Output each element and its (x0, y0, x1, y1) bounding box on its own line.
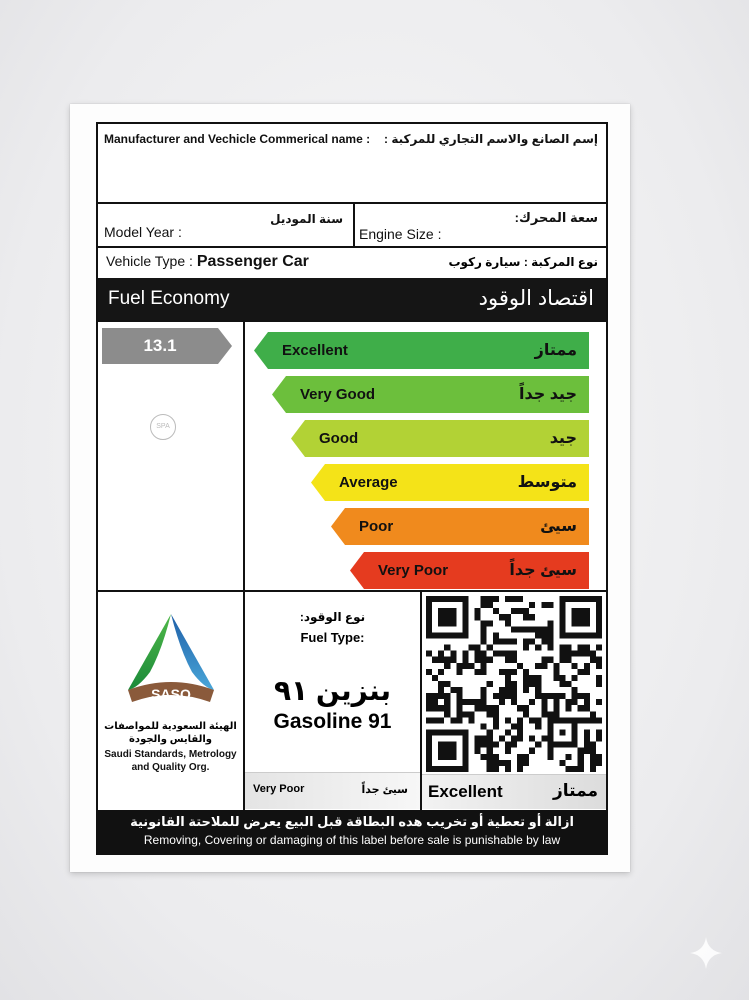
scale-bar-label-en: Very Good (300, 386, 376, 403)
scale-bar (272, 376, 589, 413)
vehicle-type-en (106, 253, 309, 271)
saso-logo (98, 592, 243, 717)
fuel-economy-header (98, 278, 606, 320)
scale-bar-label-ar: سيئ جداً (509, 562, 577, 579)
scale-bar-label-ar: ممتاز (534, 342, 577, 359)
scale-bar (311, 464, 589, 501)
scale-bar (331, 508, 589, 545)
spa-stamp-icon: SPA (150, 414, 176, 440)
scale-bar-label-ar: جيد جداً (518, 386, 577, 403)
vehicle-type-row (98, 248, 606, 278)
vehicle-type-ar: نوع المركبة : سيارة ركوب (448, 255, 598, 269)
scale-bar-label-ar: جيد (549, 430, 577, 447)
qr-code-icon[interactable] (426, 596, 602, 772)
fuel-type-value-ar: بنزين ٩١ (273, 675, 392, 706)
warning-strip (98, 810, 606, 853)
saso-name-ar: الهيئة السعودية للمواصفات والقايس والجودة (104, 721, 237, 745)
rating-score: 13.1 (143, 336, 177, 355)
rating-marker (102, 328, 232, 364)
engine-size-cell (355, 204, 606, 246)
scale-bar-label-en: Very Poor (378, 562, 449, 579)
scale-bar-label-ar: متوسط (517, 474, 577, 491)
rating-value-column (98, 322, 245, 590)
scale-very-poor (245, 772, 420, 809)
scale-bar-label-en: Good (319, 430, 359, 447)
manufacturer-row (98, 124, 606, 204)
fuel-type-value-en: Gasoline 91 (273, 710, 392, 733)
scale-bar-label-en: Excellent (282, 342, 348, 359)
scale-bar-label-en: Poor (359, 518, 394, 535)
fuel-type-label-ar: نوع الوقود: (299, 610, 366, 624)
vehicle-type-value: Passenger Car (196, 253, 309, 270)
fuel-economy-label (96, 122, 608, 855)
scale-excellent-en: Excellent (428, 782, 503, 801)
fuel-economy-card (70, 104, 630, 872)
rating-section (98, 320, 606, 592)
rating-scale (245, 322, 606, 590)
bottom-section (98, 592, 606, 810)
saso-cell (98, 592, 245, 810)
saso-name-en: Saudi Standards, Metrology and Quality Org. (104, 749, 237, 773)
manufacturer-label-ar: إسم الصانع والاسم التجاري للمركبة : (383, 132, 598, 146)
scale-bar (291, 420, 589, 457)
scale-excellent (422, 774, 606, 809)
warning-text-en: Removing, Covering or damaging of this label before sale is punishable by law (143, 833, 561, 847)
fuel-type-label-en: Fuel Type: (300, 630, 365, 645)
fuel-economy-title-en: Fuel Economy (108, 288, 230, 309)
manufacturer-label-en: Manufacturer and Vechicle Commerical name : (104, 132, 371, 146)
engine-size-label-en: Engine Size : (359, 226, 442, 242)
vehicle-type-label: Vehicle Type : (106, 253, 193, 269)
scale-bar-label-ar: سيئ (540, 518, 577, 535)
scale-excellent-ar: ممتاز (552, 781, 598, 800)
model-engine-row (98, 204, 606, 248)
scale-very-poor-en: Very Poor (253, 783, 305, 795)
scale-very-poor-ar: سيئ جداً (361, 784, 408, 796)
model-year-label-ar: سنة الموديل (270, 212, 343, 226)
saso-logo-text: SASO (151, 686, 191, 702)
fuel-economy-title-ar: اقتصاد الوقود (478, 287, 594, 310)
fuel-type-cell (245, 592, 422, 810)
scale-bar-label-en: Average (339, 474, 398, 491)
qr-cell (422, 592, 606, 810)
scale-bar (350, 552, 589, 589)
model-year-label-en: Model Year : (104, 224, 182, 240)
sparkle-icon (688, 935, 724, 971)
scale-bar (254, 332, 589, 369)
model-year-cell (98, 204, 355, 246)
engine-size-label-ar: سعة المحرك: (514, 210, 598, 225)
warning-text-ar: ازالة أو تعطية أو تخريب هده البطاقة قبل البيع يعرض للملاحتة القانونية (130, 814, 574, 829)
